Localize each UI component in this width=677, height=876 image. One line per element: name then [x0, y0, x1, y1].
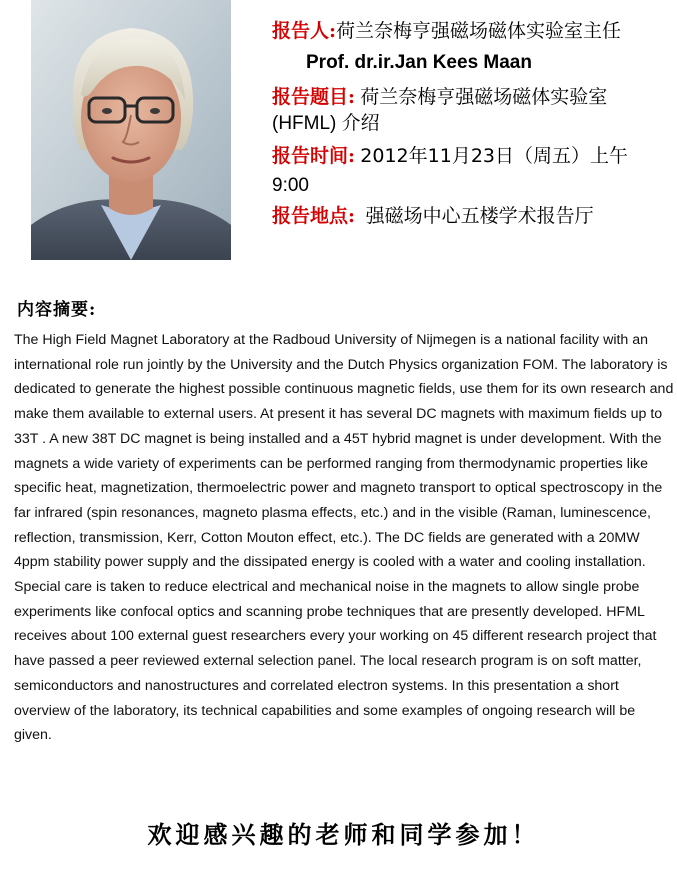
topic-label: 报告题目: [272, 86, 356, 108]
time-line [272, 145, 628, 168]
topic-line [272, 86, 607, 109]
speaker-title: 荷兰奈梅亨强磁场磁体实验室主任 [336, 20, 622, 42]
abstract-heading: 内容摘要: [17, 300, 97, 320]
location-value: 强磁场中心五楼学术报告厅 [365, 205, 594, 227]
location-line [272, 205, 594, 228]
portrait-illustration [31, 0, 231, 260]
location-label: 报告地点: [272, 205, 356, 227]
topic-value: 荷兰奈梅亨强磁场磁体实验室 [360, 86, 608, 108]
time-value-continued: 9:00 [272, 175, 309, 196]
time-value: 2012年11月23日（周五）上午 [360, 145, 629, 167]
speaker-photo [31, 0, 231, 260]
speaker-label: 报告人: [272, 20, 337, 42]
welcome-message: 欢迎感兴趣的老师和同学参加！ [147, 820, 540, 849]
abstract-text: The High Field Magnet Laboratory at the Radboud University of Nijmegen is a national facility with an international role run jointly by the University and the Dutch Physics organization FOM. The laboratory is dedicated to generate the highest possible continuous magnetic fields, use them for its own research and make them available to external users. At present it has several DC magnets with maximum fields up to 33T . A new 38T DC magnet is being installed and a 45T hybrid magnet is under development. With the magnets a wide variety of experiments can be performed ranging from thermodynamic properties like specific heat, magnetization, thermoelectric power and magneto transport to optical spectroscopy in the far infrared (spin resonances, magneto plasma effects, etc.) and in the visible (Raman, luminescence, reflection, transmission, Kerr, Cotton Mouton effect, etc.). The DC fields are generated with a 20MW 4ppm stability power supply and the dissipated energy is cooled with a water and cooling installation. Special care is taken to reduce electrical and mechanical noise in the magnets to allow single probe experiments like confocal optics and scanning probe techniques that are presently developed. HFML receives about 100 external guest researchers every your working on 45 different research project that have passed a peer reviewed external selection panel. The local research program is on soft matter, semiconductors and nanostructures and correlated electron systems. In this presentation a short overview of the laboratory, its technical capabilities and some examples of ongoing research will be given. [14, 332, 674, 744]
speaker-line [272, 20, 621, 43]
speaker-name: Prof. dr.ir.Jan Kees Maan [306, 52, 532, 73]
time-label: 报告时间: [272, 145, 356, 167]
topic-value-continued: (HFML) 介绍 [272, 113, 380, 134]
